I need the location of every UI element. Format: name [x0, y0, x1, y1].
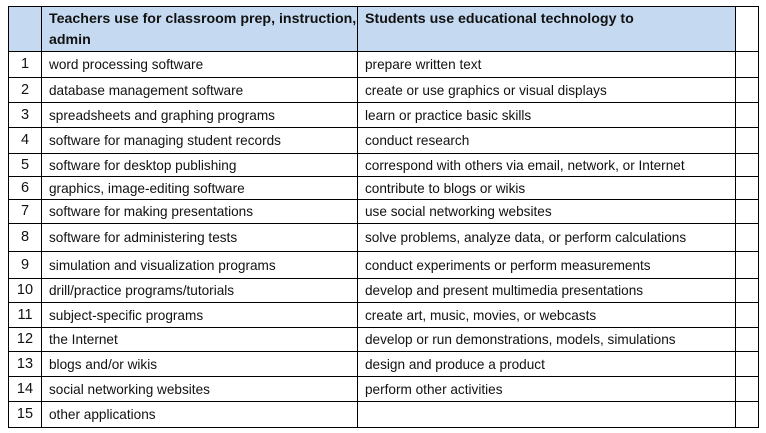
row-extra-cell — [736, 252, 759, 279]
row-extra-cell — [736, 103, 759, 128]
header-extra-cell — [736, 7, 759, 52]
table-row — [9, 328, 759, 352]
row-extra-cell — [736, 177, 759, 200]
header-teachers-cell: Teachers use for classroom prep, instruction, admin — [42, 7, 358, 52]
student-use-cell: correspond with others via email, network, or Internet — [358, 154, 736, 177]
row-number-cell: 6 — [9, 177, 42, 200]
table-row — [9, 128, 759, 154]
student-use-cell: create or use graphics or visual displays — [358, 78, 736, 103]
row-number-cell: 7 — [9, 200, 42, 224]
row-extra-cell — [736, 224, 759, 252]
student-use-cell: develop or run demonstrations, models, simulations — [358, 328, 736, 352]
row-extra-cell — [736, 328, 759, 352]
student-use-cell: solve problems, analyze data, or perform calculations — [358, 224, 736, 252]
row-number-cell: 15 — [9, 402, 42, 428]
teacher-use-cell: simulation and visualization programs — [42, 252, 358, 279]
row-number-cell: 1 — [9, 52, 42, 78]
student-use-cell: design and produce a product — [358, 352, 736, 377]
teacher-use-cell: spreadsheets and graphing programs — [42, 103, 358, 128]
row-number-cell: 13 — [9, 352, 42, 377]
row-number-cell: 3 — [9, 103, 42, 128]
table-row — [9, 279, 759, 303]
table-body — [9, 52, 759, 428]
row-extra-cell — [736, 279, 759, 303]
teacher-use-cell: software for desktop publishing — [42, 154, 358, 177]
row-number-cell: 4 — [9, 128, 42, 154]
row-extra-cell — [736, 154, 759, 177]
student-use-cell: develop and present multimedia presentations — [358, 279, 736, 303]
table-row — [9, 224, 759, 252]
teacher-use-cell: social networking websites — [42, 377, 358, 402]
document-table-container — [8, 6, 759, 428]
row-number-cell: 10 — [9, 279, 42, 303]
row-extra-cell — [736, 303, 759, 328]
header-number-cell — [9, 7, 42, 52]
teacher-use-cell: software for managing student records — [42, 128, 358, 154]
teacher-use-cell: database management software — [42, 78, 358, 103]
teacher-use-cell: subject-specific programs — [42, 303, 358, 328]
row-number-cell: 9 — [9, 252, 42, 279]
row-number-cell: 5 — [9, 154, 42, 177]
row-extra-cell — [736, 200, 759, 224]
student-use-cell: learn or practice basic skills — [358, 103, 736, 128]
row-extra-cell — [736, 52, 759, 78]
table-row — [9, 252, 759, 279]
row-number-cell: 2 — [9, 78, 42, 103]
table-row — [9, 402, 759, 428]
teacher-use-cell: blogs and/or wikis — [42, 352, 358, 377]
table-row — [9, 303, 759, 328]
student-use-cell: conduct research — [358, 128, 736, 154]
teacher-use-cell: software for administering tests — [42, 224, 358, 252]
student-use-cell: contribute to blogs or wikis — [358, 177, 736, 200]
student-use-cell: create art, music, movies, or webcasts — [358, 303, 736, 328]
table-row — [9, 78, 759, 103]
header-students-cell: Students use educational technology to — [358, 7, 736, 52]
teacher-use-cell: drill/practice programs/tutorials — [42, 279, 358, 303]
row-extra-cell — [736, 128, 759, 154]
technology-use-table — [8, 6, 759, 428]
teacher-use-cell: other applications — [42, 402, 358, 428]
row-number-cell: 11 — [9, 303, 42, 328]
teacher-use-cell: graphics, image-editing software — [42, 177, 358, 200]
table-header-row — [9, 7, 759, 52]
row-number-cell: 8 — [9, 224, 42, 252]
student-use-cell: use social networking websites — [358, 200, 736, 224]
row-number-cell: 14 — [9, 377, 42, 402]
row-extra-cell — [736, 352, 759, 377]
table-row — [9, 177, 759, 200]
table-row — [9, 52, 759, 78]
teacher-use-cell: word processing software — [42, 52, 358, 78]
table-row — [9, 103, 759, 128]
student-use-cell: conduct experiments or perform measurements — [358, 252, 736, 279]
table-row — [9, 377, 759, 402]
teacher-use-cell: software for making presentations — [42, 200, 358, 224]
student-use-cell — [358, 402, 736, 428]
row-extra-cell — [736, 377, 759, 402]
teacher-use-cell: the Internet — [42, 328, 358, 352]
row-number-cell: 12 — [9, 328, 42, 352]
row-extra-cell — [736, 78, 759, 103]
table-row — [9, 154, 759, 177]
table-row — [9, 200, 759, 224]
student-use-cell: prepare written text — [358, 52, 736, 78]
student-use-cell: perform other activities — [358, 377, 736, 402]
row-extra-cell — [736, 402, 759, 428]
table-row — [9, 352, 759, 377]
